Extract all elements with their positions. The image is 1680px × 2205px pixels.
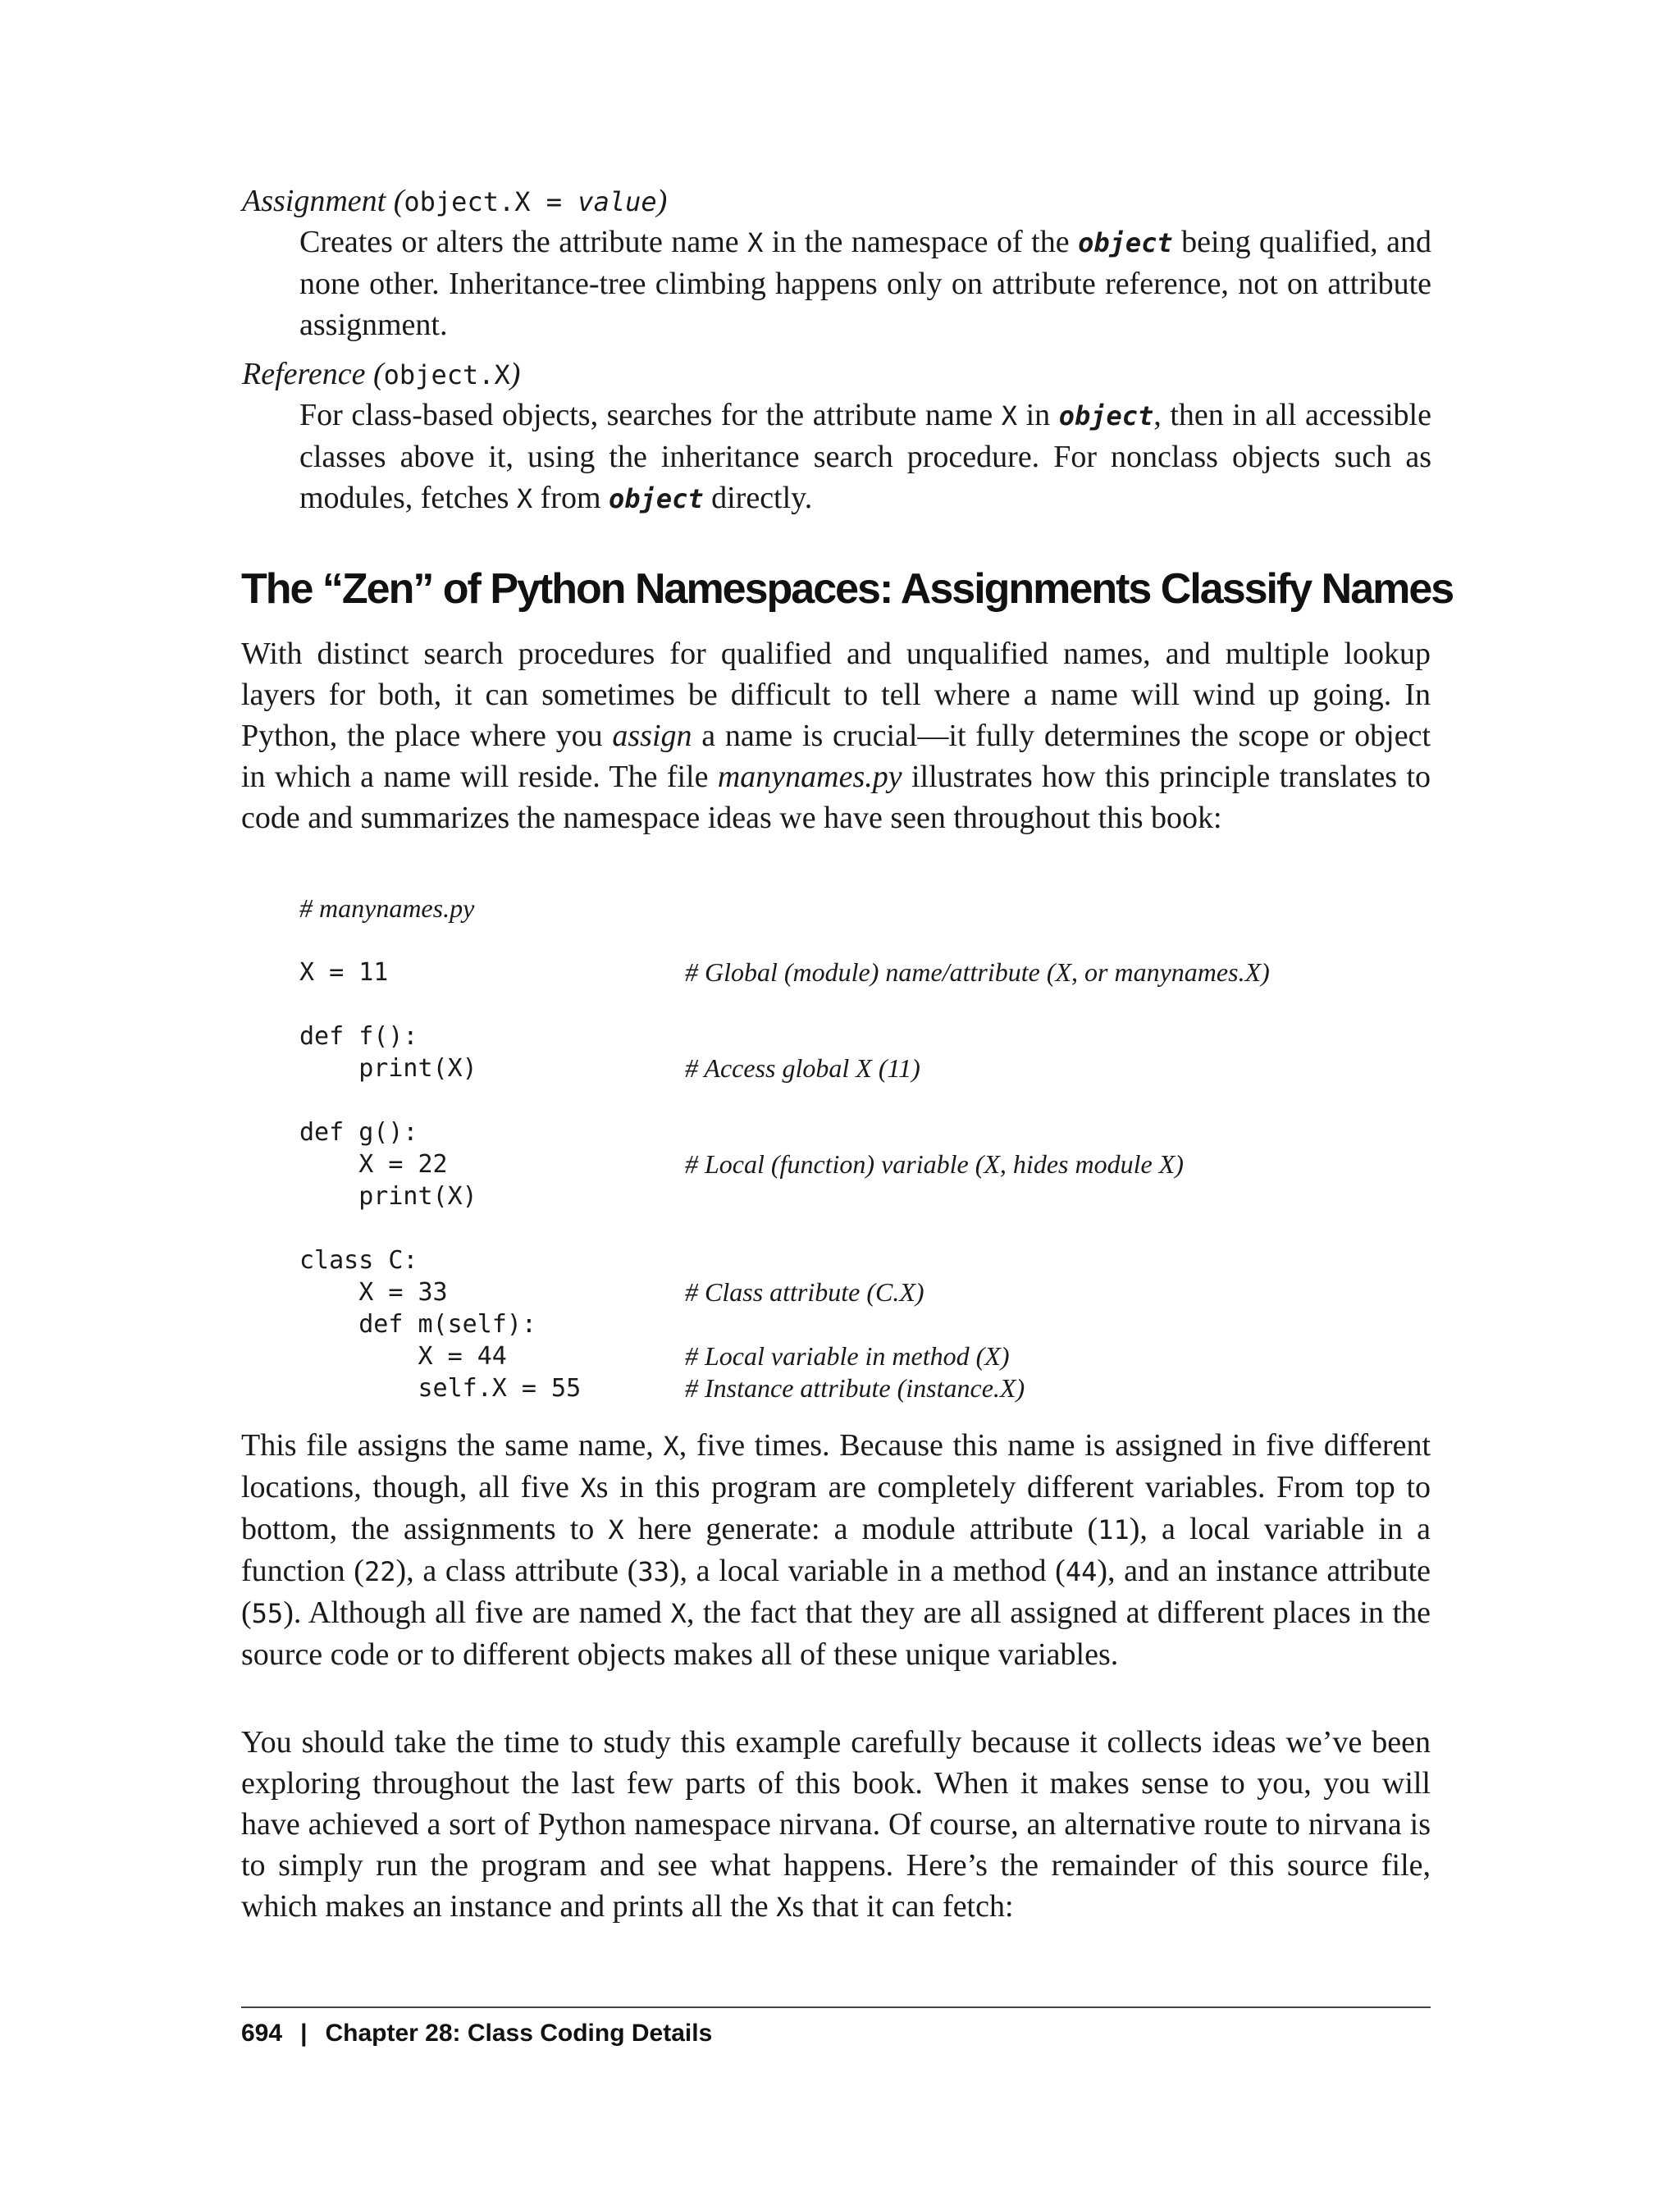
code-line <box>299 1084 1448 1116</box>
code-line <box>299 1244 1448 1276</box>
inline-code-bold-italic: object <box>609 483 704 514</box>
code-line <box>299 1308 1448 1340</box>
term-code: object. <box>383 359 495 390</box>
inline-code: X <box>580 1472 596 1504</box>
inline-code: 11 <box>1098 1514 1130 1545</box>
code-comment: # Class attribute (C.X) <box>685 1277 924 1307</box>
code-text: print(X) <box>299 1054 477 1083</box>
code-line <box>299 924 1448 956</box>
code-line <box>299 1372 1448 1404</box>
code-text: def f(): <box>299 1022 418 1051</box>
para-text: ). Although all five are named <box>283 1596 671 1630</box>
definition-desc-assignment <box>299 221 1431 345</box>
code-text: X = 11 <box>299 958 389 987</box>
para-text: With distinct search procedures for qualified and unqualified names, and multiple lookup layers for both, it can sometimes be difficult to tell where a name will wind up going. In Python, the place where you <box>241 637 1431 753</box>
code-text: self.X = 55 <box>299 1374 582 1403</box>
definition-term-assignment <box>242 180 667 222</box>
inline-code: X <box>608 1514 624 1545</box>
inline-code: X <box>1001 400 1018 431</box>
inline-code: X <box>516 483 533 514</box>
para-text: You should take the time to study this example carefully because it collects ideas we’ve been exploring throughout the last few parts of this book. When it makes sense to you, you will have achieved a sort of Python namespace nirvana. Of course, an alternative route to nirvana is to simply run the program and see what happens. Here’s the remainder of this source file, which makes an instance and prints all the <box>241 1725 1431 1924</box>
desc-text: , then in all accessible classes above it, using the inheritance search procedure. For nonclass objects such as modules, fetches <box>299 398 1431 515</box>
para-text: This file assigns the same name, <box>241 1428 664 1463</box>
inline-code-bold-italic: object <box>1078 227 1173 258</box>
term-code: object. <box>404 186 515 217</box>
para-text: s in this program are completely different variables. From top to bottom, the assignments to <box>241 1470 1431 1546</box>
para-text: ), a class attribute ( <box>395 1554 638 1588</box>
para-text: ), a local variable in a method ( <box>669 1554 1066 1588</box>
section-heading: The “Zen” of Python Namespaces: Assignments Classify Names <box>241 565 1454 613</box>
code-line <box>299 1116 1448 1148</box>
chapter-title: Chapter 28: Class Coding Details <box>325 2020 713 2047</box>
definition-desc-reference <box>299 395 1431 519</box>
inline-code: X <box>747 227 764 258</box>
code-text: class C: <box>299 1246 418 1275</box>
code-text: X = 33 <box>299 1278 448 1307</box>
code-line <box>299 988 1448 1020</box>
closing-paragraph <box>241 1722 1431 1928</box>
para-text: , the fact that they are all assigned at different places in the source code or to different objects makes all of these unique variables. <box>241 1596 1431 1672</box>
para-text: here generate: a module attribute ( <box>623 1512 1098 1546</box>
code-comment: # Local (function) variable (X, hides module X) <box>685 1149 1184 1179</box>
desc-text: being qualified, and none other. Inheritance-tree climbing happens only on attribute reference, not on attribute assignment. <box>299 225 1431 342</box>
para-text: ), and an instance attribute ( <box>241 1554 1431 1630</box>
code-line <box>299 1052 1448 1084</box>
desc-text: in the namespace of the <box>763 225 1079 259</box>
code-line <box>299 1148 1448 1180</box>
footer-separator: | <box>300 2020 308 2047</box>
code-comment: # Instance attribute (instance.X) <box>685 1373 1025 1403</box>
explanation-paragraph <box>241 1425 1431 1675</box>
term-code-italic: value <box>578 186 657 217</box>
code-line <box>299 1020 1448 1052</box>
code-comment: # Global (module) name/attribute (X, or manynames.X) <box>685 957 1270 987</box>
code-line <box>299 956 1448 988</box>
term-label: Assignment ( <box>242 184 404 218</box>
definition-term-reference <box>242 354 520 395</box>
term-close: ) <box>656 184 668 218</box>
para-text: a name is crucial—it fully determines the scope or object in which a name will reside. The file <box>241 719 1431 794</box>
code-text: X = 22 <box>299 1150 448 1179</box>
code-line <box>299 1180 1448 1212</box>
inline-code: 55 <box>251 1598 284 1629</box>
page-number: 694 <box>241 2020 283 2047</box>
inline-code: X <box>670 1598 687 1629</box>
para-text: s that it can fetch: <box>792 1889 1014 1924</box>
desc-text: directly. <box>703 481 813 515</box>
inline-code: X <box>663 1431 679 1462</box>
para-emphasis: manynames.py <box>717 760 902 794</box>
code-listing <box>299 892 1448 1404</box>
code-line <box>299 1212 1448 1244</box>
para-text: ), a local variable in a function ( <box>241 1512 1431 1588</box>
desc-text: For class-based objects, searches for the attribute name <box>299 398 1002 432</box>
inline-code: 33 <box>637 1556 669 1587</box>
code-line <box>299 1340 1448 1372</box>
code-comment: # Local variable in method (X) <box>685 1341 1010 1371</box>
code-text: print(X) <box>299 1182 477 1211</box>
para-text: , five times. Because this name is assigned in five different locations, though, all five <box>241 1428 1431 1504</box>
desc-text: from <box>532 481 609 515</box>
para-emphasis: assign <box>612 719 692 753</box>
para-text: illustrates how this principle translates to code and summarizes the namespace ideas we have seen throughout this book: <box>241 760 1431 835</box>
code-text: def m(self): <box>299 1310 536 1339</box>
page-footer <box>241 2020 712 2048</box>
inline-code-bold-italic: object <box>1058 400 1154 431</box>
code-comment: # manynames.py <box>299 893 475 923</box>
code-lines <box>299 924 1448 1404</box>
term-close: ) <box>509 357 521 391</box>
code-comment: # Access global X (11) <box>685 1053 920 1083</box>
code-text: def g(): <box>299 1118 418 1147</box>
desc-text: in <box>1017 398 1059 432</box>
inline-code: 22 <box>363 1556 396 1587</box>
code-text: X = 44 <box>299 1342 507 1371</box>
footer-rule <box>241 2006 1431 2008</box>
inline-code: 44 <box>1065 1556 1098 1587</box>
code-line <box>299 1276 1448 1308</box>
desc-text: Creates or alters the attribute name <box>299 225 748 259</box>
code-header-comment <box>299 892 1448 924</box>
intro-paragraph <box>241 633 1431 838</box>
inline-code: X <box>776 1892 792 1923</box>
term-code: X = <box>514 186 578 217</box>
term-code: X <box>494 359 510 390</box>
term-label: Reference ( <box>242 357 384 391</box>
